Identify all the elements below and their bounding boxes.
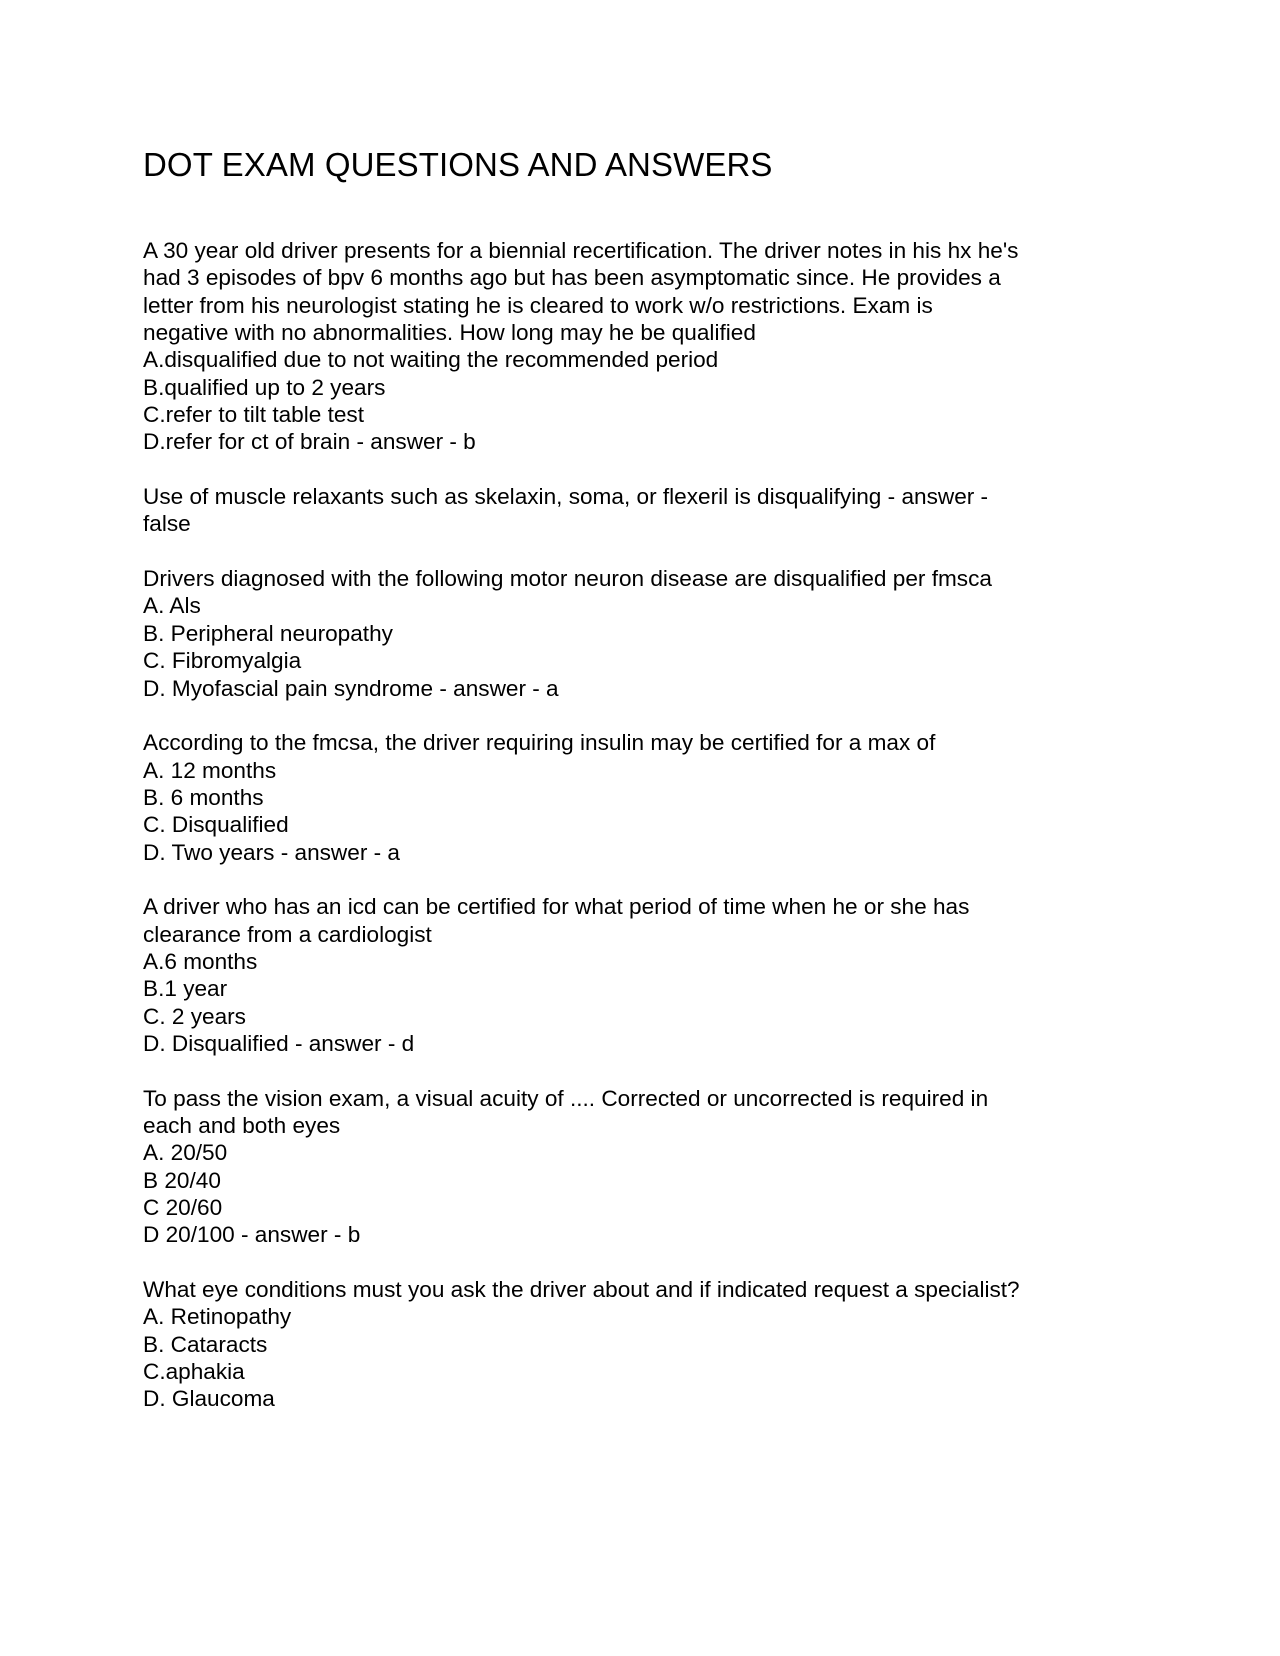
answer-option-b: B.qualified up to 2 years	[143, 374, 386, 400]
question-text: had 3 episodes of bpv 6 months ago but has been asymptomatic since. He provides a	[143, 265, 1001, 291]
answer-option-b: B. 6 months	[143, 784, 264, 810]
answer-option-a: A. 12 months	[143, 757, 277, 783]
answer-option-d: D. Two years - answer - a	[143, 839, 400, 865]
answer-option-d: D.refer for ct of brain - answer - b	[143, 429, 476, 455]
question-answer: false	[143, 511, 191, 537]
answer-option-b: B. Peripheral neuropathy	[143, 620, 393, 646]
answer-option-a: A. 20/50	[143, 1140, 228, 1166]
question-text: Use of muscle relaxants such as skelaxin, soma, or flexeril is disqualifying - answer -	[143, 484, 989, 510]
answer-option-b: B 20/40	[143, 1167, 221, 1193]
answer-option-b: B.1 year	[143, 976, 228, 1002]
document-content	[143, 237, 1133, 1440]
answer-option-d: D. Myofascial pain syndrome - answer - a	[143, 675, 559, 701]
answer-option-c: C. Fibromyalgia	[143, 648, 302, 674]
question-text: clearance from a cardiologist	[143, 921, 432, 947]
question-block-3	[143, 565, 1133, 702]
question-text: A 30 year old driver presents for a biennial recertification. The driver notes in his hx he's	[143, 238, 1019, 263]
question-text: A driver who has an icd can be certified for what period of time when he or she has	[143, 894, 970, 920]
question-text: negative with no abnormalities. How long may he be qualified	[143, 320, 756, 346]
answer-option-c: C 20/60	[143, 1195, 223, 1221]
answer-option-c: C.refer to tilt table test	[143, 402, 365, 428]
document-title: DOT EXAM QUESTIONS AND ANSWERS	[143, 146, 773, 183]
question-text: According to the fmcsa, the driver requiring insulin may be certified for a max of	[143, 730, 936, 756]
question-block-4	[143, 729, 1133, 866]
answer-option-a: A.disqualified due to not waiting the recommended period	[143, 347, 719, 373]
answer-option-d: D 20/100 - answer - b	[143, 1222, 361, 1248]
answer-option-c: C. 2 years	[143, 1003, 246, 1029]
question-block-2	[143, 483, 1133, 538]
question-text: To pass the vision exam, a visual acuity of .... Corrected or uncorrected is required in	[143, 1085, 989, 1111]
answer-option-c: C.aphakia	[143, 1359, 245, 1385]
answer-option-b: B. Cataracts	[143, 1331, 268, 1357]
answer-option-c: C. Disqualified	[143, 812, 289, 838]
question-text: letter from his neurologist stating he is cleared to work w/o restrictions. Exam is	[143, 292, 933, 318]
question-text: each and both eyes	[143, 1113, 341, 1138]
answer-option-d: D. Glaucoma	[143, 1386, 275, 1412]
question-block-7	[143, 1276, 1133, 1413]
answer-option-a: A. Retinopathy	[143, 1304, 292, 1330]
question-block-1	[143, 237, 1133, 456]
question-block-5	[143, 893, 1133, 1057]
question-text: Drivers diagnosed with the following motor neuron disease are disqualified per fmsca	[143, 566, 992, 592]
answer-option-d: D. Disqualified - answer - d	[143, 1030, 415, 1056]
question-block-6	[143, 1085, 1133, 1249]
answer-option-a: A. Als	[143, 593, 201, 619]
question-text: What eye conditions must you ask the driver about and if indicated request a specialist?	[143, 1277, 1020, 1303]
answer-option-a: A.6 months	[143, 948, 258, 974]
